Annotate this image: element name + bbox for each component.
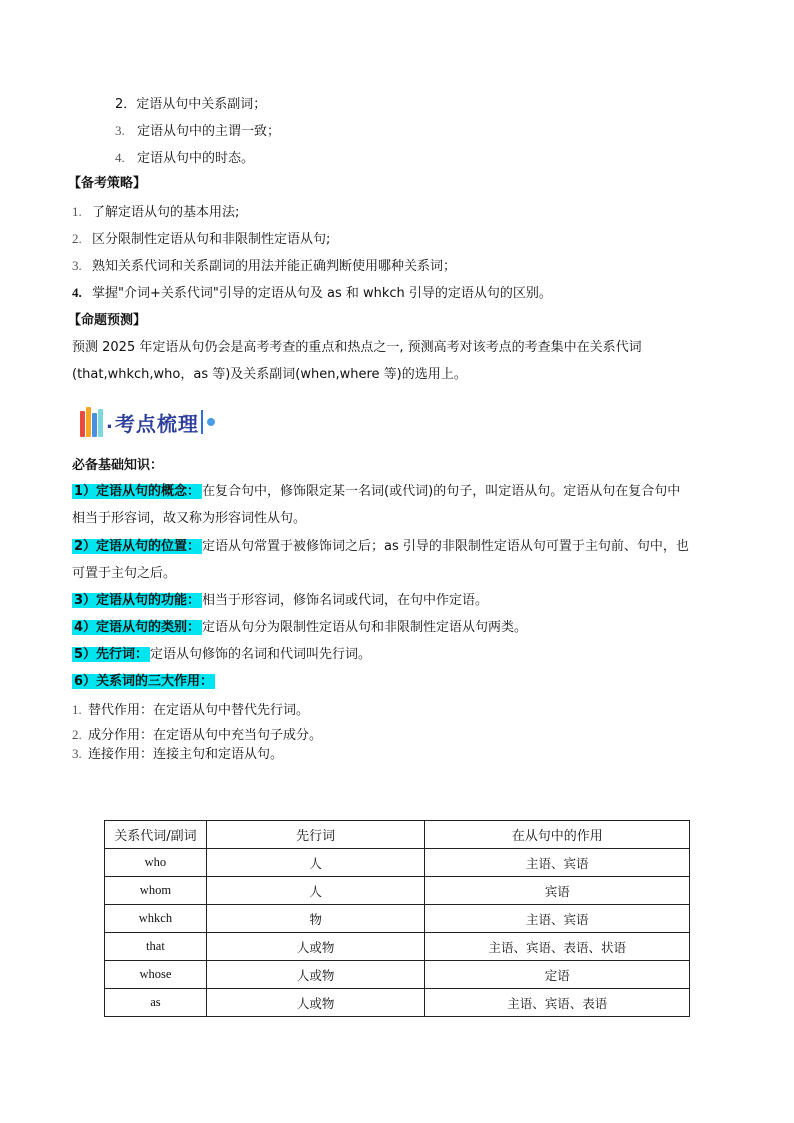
table-cell: 主语、宾语、表语 — [425, 989, 690, 1017]
paragraph — [72, 591, 488, 611]
list-item — [72, 700, 309, 721]
table-cell: whkch — [105, 905, 207, 933]
table-cell: 主语、宾语 — [425, 905, 690, 933]
highlight-label: 1）定语从句的概念： — [74, 484, 201, 499]
table-cell: 人或物 — [206, 961, 425, 989]
table-cell: whom — [105, 877, 207, 905]
text-cursor-icon — [201, 410, 203, 434]
table-cell: 主语、宾语 — [425, 849, 690, 877]
list-item — [72, 229, 330, 250]
list-text: 熟知关系代词和关系副词的用法并能正确判断使用哪种关系词； — [92, 259, 457, 274]
highlight-label: 2）定语从句的位置： — [74, 539, 201, 554]
section-heading-forecast: 【命题预测】 — [68, 313, 147, 328]
table-cell: 主语、宾语、表语、状语 — [425, 933, 690, 961]
table-cell: that — [105, 933, 207, 961]
paragraph: 预测 2025 年定语从句仍会是高考考查的重点和热点之一, 预测高考对该考点的考查集中在关系代词 — [72, 340, 642, 355]
list-text: 掌握"介词+关系代词"引导的定语从句及 as 和 whkch 引导的定语从句的区别。 — [92, 286, 552, 301]
list-number: 1. — [72, 702, 82, 717]
list-number: 2． — [115, 97, 137, 112]
section-heading-knowledge: 必备基础知识： — [72, 458, 164, 473]
list-text: 成分作用：在定语从句中充当句子成分。 — [88, 728, 323, 743]
list-number: 3. — [72, 746, 82, 761]
table-row — [105, 961, 690, 989]
list-item — [115, 121, 280, 142]
table-header-row — [105, 821, 690, 849]
highlight-label: 6）关系词的三大作用： — [74, 674, 214, 689]
table-header-cell: 关系代词/副词 — [105, 821, 207, 849]
highlight-label: 3）定语从句的功能： — [74, 593, 201, 608]
table-row — [105, 849, 690, 877]
list-item — [115, 95, 266, 115]
table-header-cell: 在从句中的作用 — [425, 821, 690, 849]
list-item — [72, 256, 456, 277]
list-number: 2. — [72, 231, 82, 246]
paragraph: 相当于形容词，故又称为形容词性从句。 — [72, 511, 307, 526]
highlight-label: 5）先行词： — [74, 647, 149, 662]
list-text: 连接作用：连接主句和定语从句。 — [88, 747, 284, 762]
table-row — [105, 933, 690, 961]
table-cell: 人 — [206, 877, 425, 905]
highlight-label: 4）定语从句的类别： — [74, 620, 201, 635]
list-text: 区分限制性定语从句和非限制性定语从句; — [92, 232, 331, 247]
list-text: 定语从句中的主谓一致； — [137, 124, 281, 139]
list-item — [72, 744, 283, 765]
banner-title: 考点梳理 — [114, 411, 199, 436]
paragraph — [72, 618, 527, 638]
list-item — [72, 202, 239, 223]
paragraph-text: 相当于形容词，修饰名词或代词，在句中作定语。 — [202, 593, 489, 608]
paragraph-text: 定语从句修饰的名词和代词叫先行词。 — [150, 647, 372, 662]
table-cell: 物 — [206, 905, 425, 933]
dot-icon — [207, 418, 215, 426]
books-icon — [80, 407, 104, 437]
table-cell: 人 — [206, 849, 425, 877]
paragraph — [72, 537, 689, 557]
table-cell: 人或物 — [206, 989, 425, 1017]
table-row — [105, 989, 690, 1017]
paragraph: (that,whkch,who，as 等)及关系副词(when,where 等)的选用上。 — [72, 367, 467, 382]
section-heading-strategy: 【备考策略】 — [68, 176, 147, 191]
list-item — [72, 283, 552, 304]
table-row — [105, 905, 690, 933]
paragraph — [72, 672, 215, 692]
list-item — [72, 725, 322, 746]
table-cell: 宾语 — [425, 877, 690, 905]
paragraph-text: 在复合句中，修饰限定某一名词(或代词)的句子，叫定语从句。定语从句在复合句中 — [202, 484, 681, 499]
list-number: 3. — [72, 258, 82, 273]
table-header-cell: 先行词 — [206, 821, 425, 849]
list-number: 4. — [72, 285, 82, 300]
list-number: 4. — [115, 150, 125, 165]
list-text: 替代作用：在定语从句中替代先行词。 — [88, 703, 310, 718]
section-banner: . 考点梳理 — [80, 404, 215, 440]
list-text: 定语从句中关系副词； — [136, 97, 267, 112]
list-number: 1. — [72, 204, 82, 219]
list-text: 了解定语从句的基本用法; — [92, 205, 240, 220]
list-text: 定语从句中的时态。 — [137, 151, 255, 166]
table-cell: who — [105, 849, 207, 877]
relative-words-table — [104, 820, 690, 1017]
paragraph — [72, 645, 371, 665]
paragraph — [72, 482, 680, 502]
table-cell: as — [105, 989, 207, 1017]
paragraph: 可置于主句之后。 — [72, 566, 177, 581]
paragraph-text: 定语从句常置于被修饰词之后；as 引导的非限制性定语从句可置于主句前、句中，也 — [202, 539, 689, 554]
table-row — [105, 877, 690, 905]
table-cell: whose — [105, 961, 207, 989]
list-number: 3. — [115, 123, 125, 138]
table-cell: 定语 — [425, 961, 690, 989]
list-item — [115, 148, 254, 169]
table-cell: 人或物 — [206, 933, 425, 961]
list-number: 2. — [72, 727, 82, 742]
paragraph-text: 定语从句分为限制性定语从句和非限制性定语从句两类。 — [202, 620, 528, 635]
